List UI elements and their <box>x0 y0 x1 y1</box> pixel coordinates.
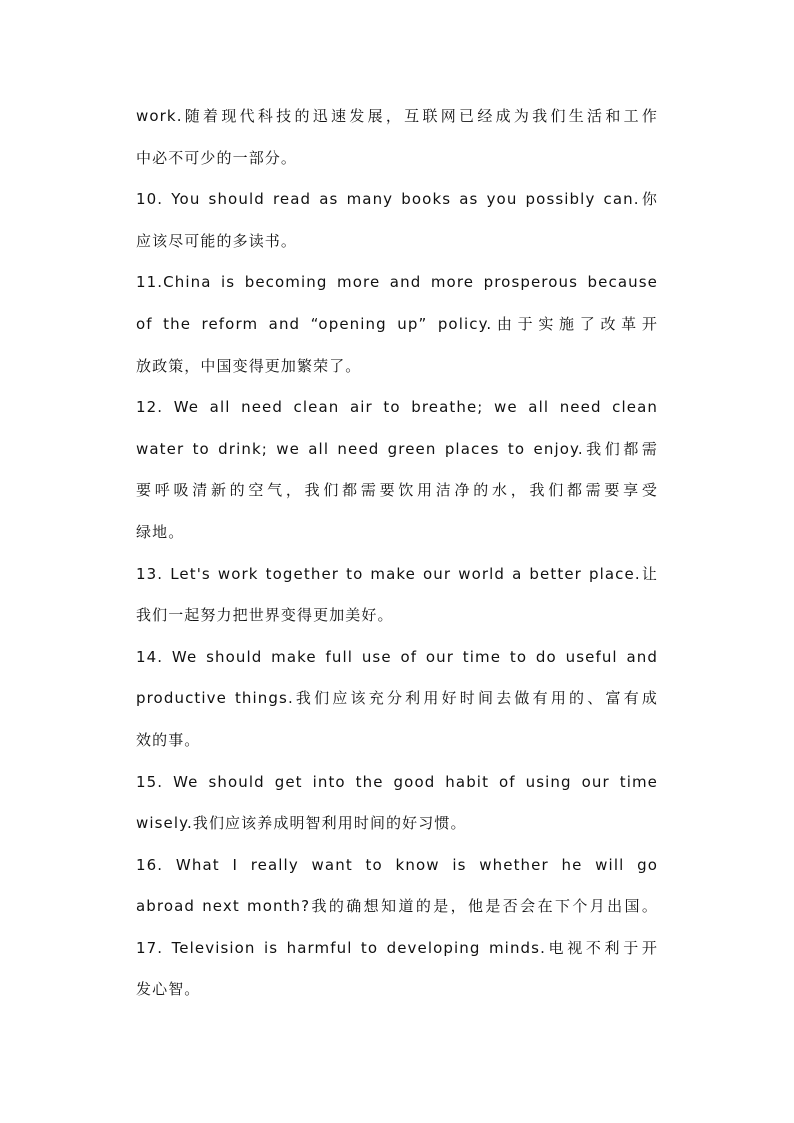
text-line: 我们一起努力把世界变得更加美好。 <box>136 606 394 625</box>
text-line: 放政策，中国变得更加繁荣了。 <box>136 356 362 375</box>
text-line: 效的事。 <box>136 730 201 749</box>
text-line: abroad next month?我的确想知道的是，他是否会在下个月出国。 <box>136 897 658 916</box>
text-line: 12. We all need clean air to breathe; we all need clean <box>136 398 658 417</box>
text-line: 17. Television is harmful to developing minds.电视不利于开 <box>136 938 658 957</box>
text-line: 绿地。 <box>136 522 185 541</box>
text-line: work.随着现代科技的迅速发展，互联网已经成为我们生活和工作 <box>136 107 658 125</box>
text-line: 发心智。 <box>136 980 201 999</box>
text-line: 10. You should read as many books as you possibly can.你 <box>136 190 658 209</box>
text-line: 11.China is becoming more and more prosperous because <box>136 273 658 292</box>
text-line: 14. We should make full use of our time to do useful and <box>136 647 658 666</box>
text-line: 13. Let's work together to make our world a better place.让 <box>136 564 658 583</box>
text-line: 16. What I really want to know is whether he will go <box>136 855 658 874</box>
text-line: wisely.我们应该养成明智利用时间的好习惯。 <box>136 814 467 833</box>
text-line: productive things.我们应该充分利用好时间去做有用的、富有成 <box>136 689 658 708</box>
text-line: 15. We should get into the good habit of using our time <box>136 772 658 791</box>
text-line: water to drink; we all need green places to enjoy.我们都需 <box>136 439 658 458</box>
text-line: 应该尽可能的多读书。 <box>136 231 298 250</box>
text-line: 中必不可少的一部分。 <box>136 148 298 167</box>
document-body <box>136 96 658 1011</box>
text-line: 要呼吸清新的空气，我们都需要饮用洁净的水，我们都需要享受 <box>136 481 658 500</box>
text-line: of the reform and “opening up” policy.由于实施了改革开 <box>136 314 658 333</box>
